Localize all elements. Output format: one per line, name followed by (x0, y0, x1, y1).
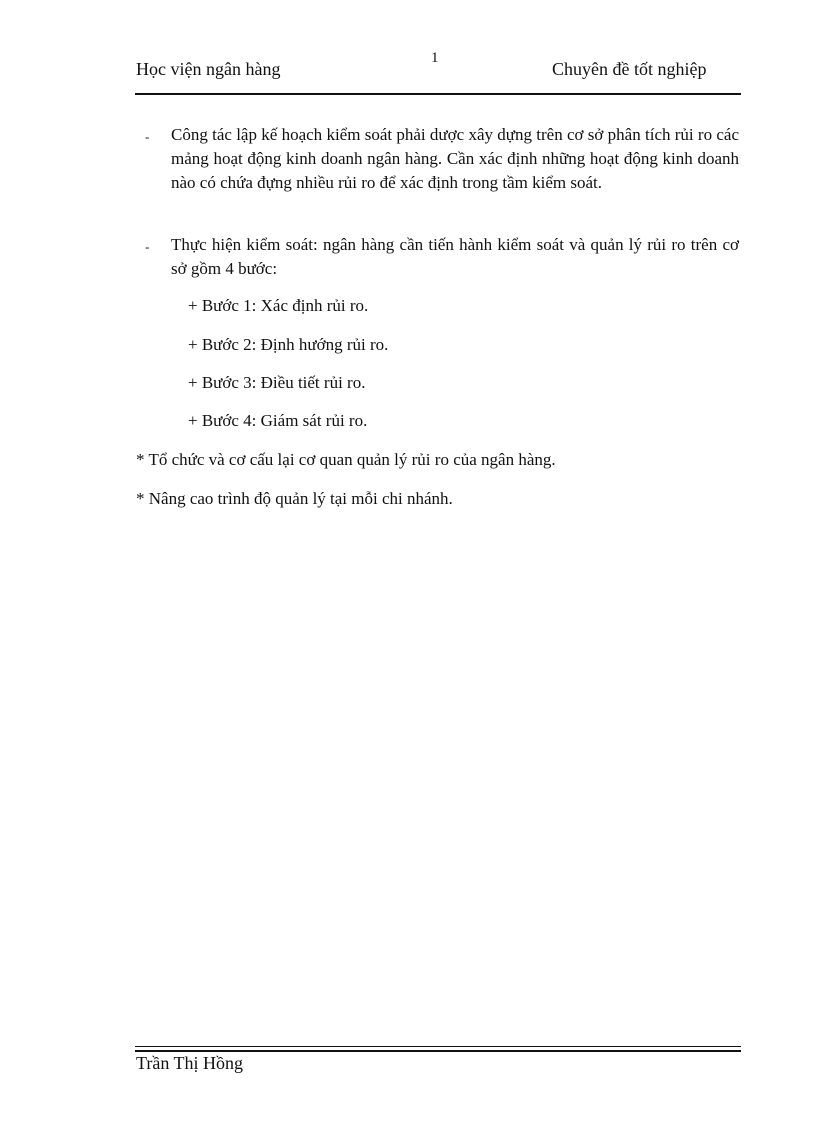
header-rule (135, 93, 741, 95)
step-2: + Bước 2: Định hướng rủi ro. (188, 335, 389, 354)
bullet-text: Thực hiện kiểm soát: ngân hàng cần tiến hành kiểm soát và quản lý rủi ro trên cơ sở gồm 4 bước: (171, 235, 739, 278)
bullet-dash-icon: - (145, 239, 150, 254)
header-institution: Học viện ngân hàng (136, 59, 281, 79)
star-item: * Tổ chức và cơ cấu lại cơ quan quản lý rủi ro của ngân hàng. (136, 450, 556, 469)
bullet-dash-icon: - (145, 129, 150, 144)
footer-author: Trần Thị Hồng (136, 1053, 244, 1073)
header-document-type: Chuyên đề tốt nghiệp (552, 59, 707, 79)
star-item: * Nâng cao trình độ quản lý tại mỗi chi nhánh. (136, 489, 453, 508)
step-1: + Bước 1: Xác định rủi ro. (188, 296, 369, 315)
bullet-text: Công tác lập kế hoạch kiểm soát phải dược xây dựng trên cơ sở phân tích rủi ro các mảng hoạt động kinh doanh ngân hàng. Cần xác định những hoạt động kinh doanh nào có chứa đựng nhiều rủi ro để xác định trong tầm kiểm soát. (171, 125, 739, 192)
step-4: + Bước 4: Giám sát rủi ro. (188, 411, 368, 430)
footer-rule-thick (135, 1050, 741, 1052)
page-number: 1 (431, 50, 439, 66)
footer-rule-thin (135, 1046, 741, 1047)
step-3: + Bước 3: Điều tiết rủi ro. (188, 373, 366, 392)
